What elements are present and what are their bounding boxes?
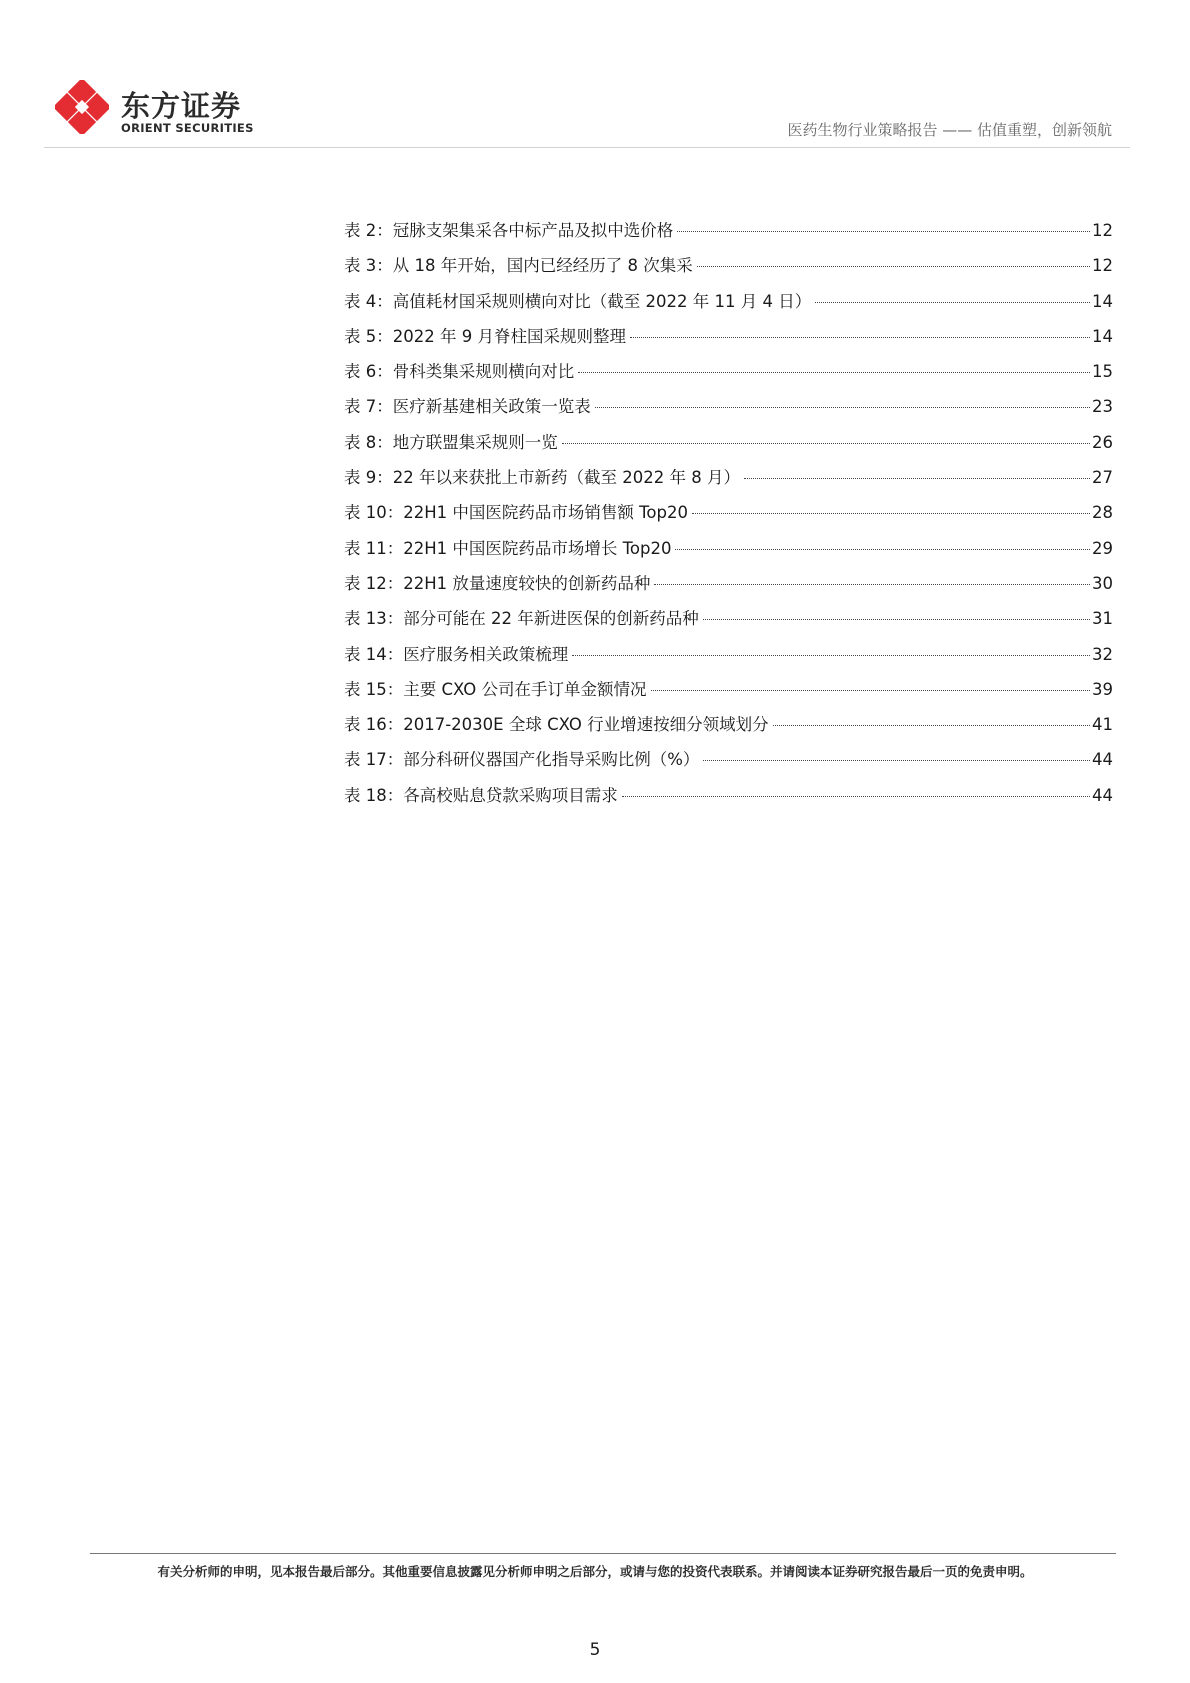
- toc-entry-label[interactable]: 表 2：冠脉支架集采各中标产品及拟中选价格: [344, 221, 674, 240]
- toc-entry-label[interactable]: 表 14：医疗服务相关政策梳理: [344, 644, 569, 664]
- toc-entry[interactable]: [344, 535, 1113, 570]
- toc-entry[interactable]: [344, 711, 1113, 746]
- toc-entry-label[interactable]: 表 3：从 18 年开始，国内已经经历了 8 次集采: [344, 256, 693, 276]
- toc-entry-label[interactable]: 表 18：各高校贴息贷款采购项目需求: [344, 785, 618, 805]
- toc-entry-label[interactable]: 表 13：部分可能在 22 年新进医保的创新药品种: [344, 609, 699, 629]
- toc-dot-leader: [697, 266, 1090, 267]
- toc-entry-label[interactable]: 表 10：22H1 中国医院药品市场销售额 Top20: [344, 503, 688, 523]
- toc-dot-leader: [703, 760, 1090, 761]
- toc-entry[interactable]: [344, 217, 1113, 252]
- toc-entry-page[interactable]: 28: [1092, 503, 1113, 523]
- toc-entry[interactable]: [344, 570, 1113, 605]
- toc-dot-leader: [572, 655, 1090, 656]
- toc-dot-leader: [630, 337, 1090, 338]
- toc-entry-page[interactable]: 30: [1092, 573, 1113, 593]
- toc-entry-page[interactable]: 31: [1092, 609, 1113, 629]
- toc-dot-leader: [578, 372, 1090, 373]
- toc-entry-page[interactable]: 12: [1092, 256, 1113, 276]
- toc-dot-leader: [562, 443, 1090, 444]
- toc-entry-label[interactable]: 表 12：22H1 放量速度较快的创新药品种: [344, 573, 651, 593]
- toc-entry-label[interactable]: 表 17：部分科研仪器国产化指导采购比例（%）: [344, 750, 700, 770]
- logo-english-name: ORIENT SECURITIES: [121, 121, 254, 135]
- toc-entry-page[interactable]: 27: [1092, 468, 1113, 488]
- toc-dot-leader: [654, 584, 1090, 585]
- toc-dot-leader: [815, 302, 1090, 303]
- toc-entry-page[interactable]: 44: [1092, 785, 1113, 805]
- toc-entry[interactable]: [344, 323, 1113, 358]
- toc-entry[interactable]: [344, 358, 1113, 393]
- header-divider: [44, 147, 1130, 148]
- toc-entry-label[interactable]: 表 8：地方联盟集采规则一览: [344, 432, 558, 452]
- toc-entry-label[interactable]: 表 7：医疗新基建相关政策一览表: [344, 397, 591, 417]
- toc-entry-page[interactable]: 15: [1092, 362, 1113, 382]
- toc-dot-leader: [744, 478, 1090, 479]
- toc-dot-leader: [651, 690, 1091, 691]
- toc-entry[interactable]: [344, 464, 1113, 499]
- toc-entry[interactable]: [344, 252, 1113, 287]
- toc-entry[interactable]: [344, 676, 1113, 711]
- toc-entry-page[interactable]: 26: [1092, 432, 1113, 452]
- toc-dot-leader: [703, 619, 1090, 620]
- toc-entry-page[interactable]: 44: [1092, 750, 1113, 770]
- toc-entry[interactable]: [344, 641, 1113, 676]
- logo-chinese-name: 东方证券: [121, 89, 242, 123]
- toc-entry[interactable]: [344, 746, 1113, 781]
- toc-entry[interactable]: [344, 605, 1113, 640]
- toc-dot-leader: [677, 231, 1090, 232]
- toc-entry[interactable]: [344, 393, 1113, 428]
- toc-entry-page[interactable]: 12: [1092, 221, 1113, 240]
- toc-dot-leader: [675, 549, 1090, 550]
- orient-logo-icon: [55, 80, 109, 134]
- toc-entry[interactable]: [344, 782, 1113, 817]
- toc-dot-leader: [595, 407, 1090, 408]
- toc-entry-label[interactable]: 表 16：2017-2030E 全球 CXO 行业增速按细分领域划分: [344, 715, 769, 735]
- toc-entry[interactable]: [344, 288, 1113, 323]
- toc-dot-leader: [773, 725, 1090, 726]
- toc-entry[interactable]: [344, 499, 1113, 534]
- toc-entry-label[interactable]: 表 15：主要 CXO 公司在手订单金额情况: [344, 679, 647, 699]
- page-number: 5: [589, 1640, 601, 1660]
- toc-dot-leader: [622, 796, 1090, 797]
- toc-entry-label[interactable]: 表 6：骨科类集采规则横向对比: [344, 362, 575, 382]
- report-title: 医药生物行业策略报告 —— 估值重塑，创新领航: [787, 121, 1112, 139]
- toc-entry-page[interactable]: 29: [1092, 538, 1113, 558]
- toc-entry-label[interactable]: 表 5：2022 年 9 月脊柱国采规则整理: [344, 326, 626, 346]
- toc-entry-page[interactable]: 39: [1092, 679, 1113, 699]
- toc-entry-label[interactable]: 表 4：高值耗材国采规则横向对比（截至 2022 年 11 月 4 日）: [344, 291, 812, 311]
- footer-disclaimer: 有关分析师的申明，见本报告最后部分。其他重要信息披露见分析师申明之后部分，或请与您的投资代表联系。并请阅读本证券研究报告最后一页的免责申明。: [157, 1564, 1033, 1579]
- toc-entry-label[interactable]: 表 9：22 年以来获批上市新药（截至 2022 年 8 月）: [344, 468, 740, 488]
- table-of-contents: [344, 217, 1113, 817]
- toc-entry-label[interactable]: 表 11：22H1 中国医院药品市场增长 Top20: [344, 538, 672, 558]
- toc-entry-page[interactable]: 32: [1092, 644, 1113, 664]
- toc-entry-page[interactable]: 14: [1092, 326, 1113, 346]
- toc-entry-page[interactable]: 41: [1092, 715, 1113, 735]
- toc-entry-page[interactable]: 14: [1092, 291, 1113, 311]
- toc-entry[interactable]: [344, 429, 1113, 464]
- toc-entry-page[interactable]: 23: [1092, 397, 1113, 417]
- toc-dot-leader: [692, 513, 1090, 514]
- orient-securities-logo: [55, 80, 255, 140]
- footer-divider: [90, 1553, 1116, 1554]
